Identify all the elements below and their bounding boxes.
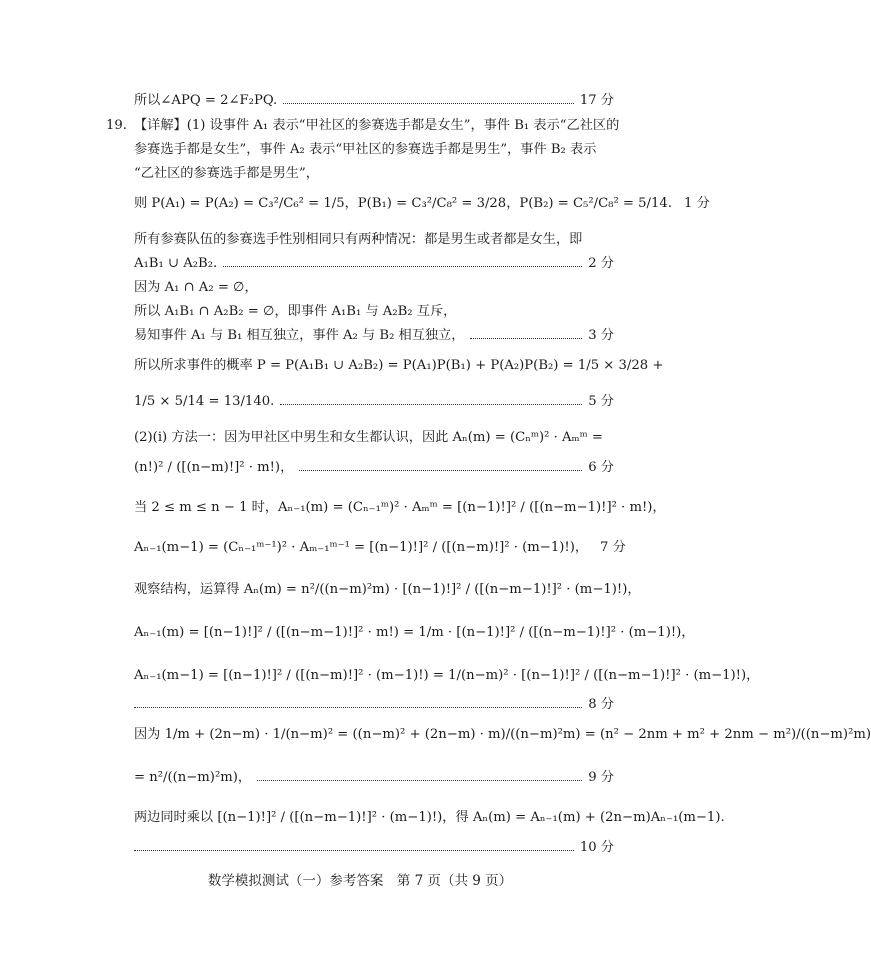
points-label: 2 分 (588, 256, 614, 271)
answer-line-8pts (134, 697, 614, 714)
dot-leader (283, 103, 574, 104)
solution-line: 参赛选手都是女生”，事件 A₂ 表示“甲社区的参赛选手都是男生”，事件 B₂ 表示 (134, 142, 597, 157)
points-label: 5 分 (588, 394, 614, 409)
answer-text: 则 P(A₁) = P(A₂) = C₃²/C₆² = 1/5，P(B₁) = C₃²/C₈² = 3/28，P(B₂) = C₅²/C₈² = 5/14. (134, 196, 672, 211)
solution-line: Aₙ₋₁(m) = [(n−1)!]² / ([(n−m−1)!]² · m!) = 1/m · [(n−1)!]² / ([(n−m−1)!]² · (m−1)!)， (134, 625, 695, 640)
points-label: 6 分 (588, 460, 614, 475)
answer-line-2pts (134, 256, 614, 273)
question-number: 19. (106, 118, 127, 133)
answer-line-10pts (134, 840, 614, 857)
answer-text: = n²/((n−m)²m)， (134, 770, 252, 785)
points-label: 3 分 (588, 328, 614, 343)
answer-text: 易知事件 A₁ 与 B₁ 相互独立，事件 A₂ 与 B₂ 相互独立， (134, 328, 465, 343)
page-footer: 数学模拟测试（一）参考答案 第 7 页（共 9 页） (207, 873, 513, 889)
answer-line-3pts (134, 328, 614, 345)
dot-leader (257, 780, 582, 781)
solution-line: 所以所求事件的概率 P = P(A₁B₁ ∪ A₂B₂) = P(A₁)P(B₁) + P(A₂)P(B₂) = 1/5 × 3/28 + (134, 358, 664, 373)
dot-leader (134, 707, 582, 708)
solution-line: Aₙ₋₁(m−1) = [(n−1)!]² / ([(n−m)!]² · (m−1)!) = 1/(n−m)² · [(n−1)!]² / ([(n−m−1)!]² · (m−1)!)， (134, 668, 760, 683)
answer-text: A₁B₁ ∪ A₂B₂. (134, 256, 218, 271)
answer-line-5pts (134, 394, 614, 411)
solution-line: 所有参赛队伍的参赛选手性别相同只有两种情况：都是男生或者都是女生，即 (134, 232, 583, 247)
solution-line: 因为 A₁ ∩ A₂ = ∅， (134, 280, 258, 295)
answer-line-1pt (134, 196, 710, 213)
dot-leader (299, 470, 582, 471)
dot-leader (223, 266, 582, 267)
points-label: 1 分 (683, 196, 710, 211)
answer-line-9pts (134, 770, 614, 787)
solution-line: 观察结构，运算得 Aₙ(m) = n²/((n−m)²m) · [(n−1)!]² / ([(n−m−1)!]² · (m−1)!)， (134, 582, 641, 597)
answer-text: (n!)² / ([(n−m)!]² · m!)， (134, 460, 294, 475)
solution-line: (2)(i) 方法一：因为甲社区中男生和女生都认识，因此 Aₙ(m) = (Cₙᵐ)² · Aₘᵐ = (134, 430, 603, 445)
answer-line-6pts (134, 460, 614, 477)
points-label: 17 分 (579, 93, 614, 108)
answer-line-7pts (134, 540, 626, 557)
solution-line: “乙社区的参赛选手都是男生”， (134, 166, 319, 181)
solution-line: 两边同时乘以 [(n−1)!]² / ([(n−m−1)!]² · (m−1)!)，得 Aₙ(m) = Aₙ₋₁(m) + (2n−m)Aₙ₋₁(m−1). (134, 810, 725, 825)
solution-line: 当 2 ≤ m ≤ n − 1 时，Aₙ₋₁(m) = (Cₙ₋₁ᵐ)² · Aₘᵐ = [(n−1)!]² / ([(n−m−1)!]² · m!)， (134, 500, 666, 515)
dot-leader (470, 338, 582, 339)
answer-text: 1/5 × 5/14 = 13/140. (134, 394, 275, 409)
answer-text: 所以∠APQ = 2∠F₂PQ. (134, 93, 278, 108)
points-label: 9 分 (588, 770, 614, 785)
solution-line: 所以 A₁B₁ ∩ A₂B₂ = ∅，即事件 A₁B₁ 与 A₂B₂ 互斥， (134, 304, 457, 319)
dot-leader (134, 850, 574, 851)
solution-line: 因为 1/m + (2n−m) · 1/(n−m)² = ((n−m)² + (2n−m) · m)/((n−m)²m) = (n² − 2nm + m² + 2nm − m²)/((n−m)²m) (134, 727, 871, 742)
answer-line-17pts (134, 93, 614, 110)
points-label: 7 分 (600, 540, 626, 555)
points-label: 10 分 (579, 840, 614, 855)
answer-text: Aₙ₋₁(m−1) = (Cₙ₋₁ᵐ⁻¹)² · Aₘ₋₁ᵐ⁻¹ = [(n−1)!]² / ([(n−m)!]² · (m−1)!)， (134, 540, 589, 555)
dot-leader (280, 404, 582, 405)
points-label: 8 分 (588, 697, 614, 712)
solution-line: 【详解】(1) 设事件 A₁ 表示“甲社区的参赛选手都是女生”，事件 B₁ 表示“乙社区的 (134, 118, 620, 133)
